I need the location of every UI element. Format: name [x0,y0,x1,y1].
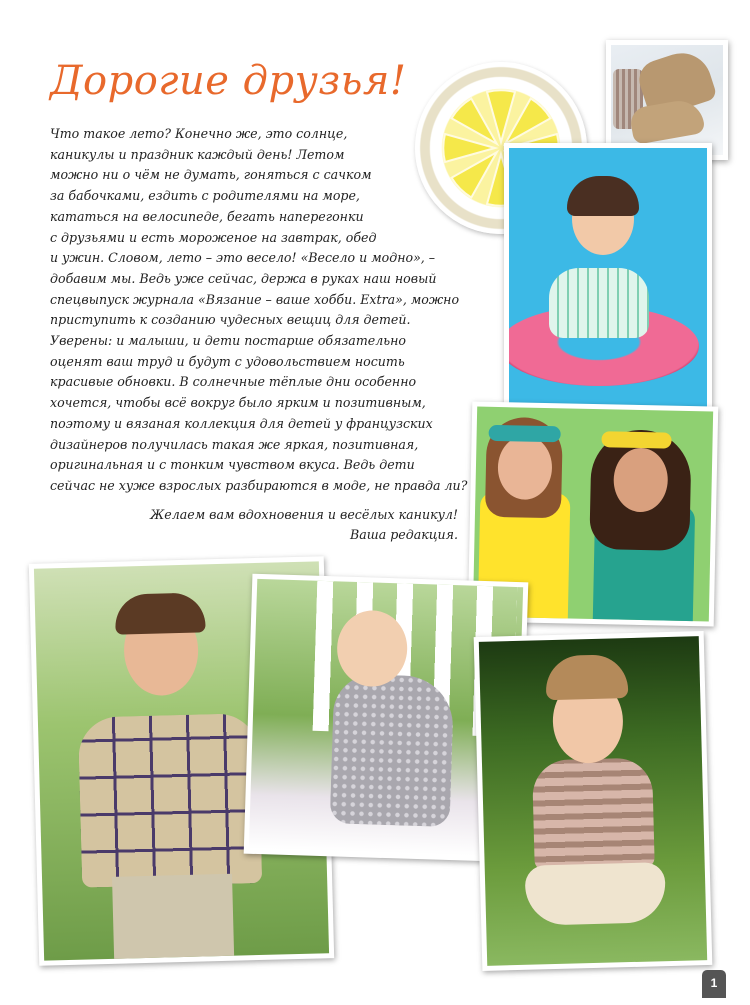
text-line: и ужин. Словом, лето – это весело! «Весело и модно», – [50,250,436,266]
text-line: Что такое лето? Конечно же, это солнце, [50,126,348,141]
text-line: можно ни о чём не думать, гоняться с сачком [50,167,372,183]
text-line: Уверены: и малыши, и дети постарше обязательно [50,333,406,349]
editorial-signature: Ваша редакция. [350,527,458,542]
text-line: приступить к созданию чудесных вещиц для детей. [50,312,411,328]
text-line: дизайнеров получилась такая же яркая, позитивная, [50,436,419,452]
signature-block [150,505,458,545]
text-line: поэтому и вязаная коллекция для детей у французских [50,415,433,431]
wish-line: Желаем вам вдохновения и весёлых каникул! [150,507,458,522]
page-title: Дорогие друзья! [50,58,407,104]
slippers-photo [606,40,728,160]
text-line: спецвыпуск журнала «Вязание – ваше хобби. Extra», можно [50,291,460,307]
text-line: сейчас не хуже взрослых разбираются в моде, не правда ли? [50,477,468,493]
text-line: за бабочками, ездить с родителями на море, [50,188,360,204]
intro-text [50,124,470,497]
text-line: оценят ваш труд и будут с удовольствием носить [50,353,405,369]
text-line: кататься на велосипеде, бегать наперегонки [50,208,364,224]
text-line: с друзьями и есть мороженое на завтрак, обед [50,229,377,245]
text-line: добавим мы. Ведь уже сейчас, держа в руках наш новый [50,270,437,286]
text-line: оригинальная и с тонким чувством вкуса. Ведь дети [50,457,415,473]
page-number: 1 [702,970,726,998]
text-line: красивые обновки. В солнечные тёплые дни особенно [50,374,417,390]
text-line: хочется, чтобы всё вокруг было ярким и позитивным, [50,395,426,411]
text-line: каникулы и праздник каждый день! Летом [50,146,345,162]
girl-striped-sweater-photo [474,631,713,971]
baby-swim-ring-photo [504,143,712,413]
